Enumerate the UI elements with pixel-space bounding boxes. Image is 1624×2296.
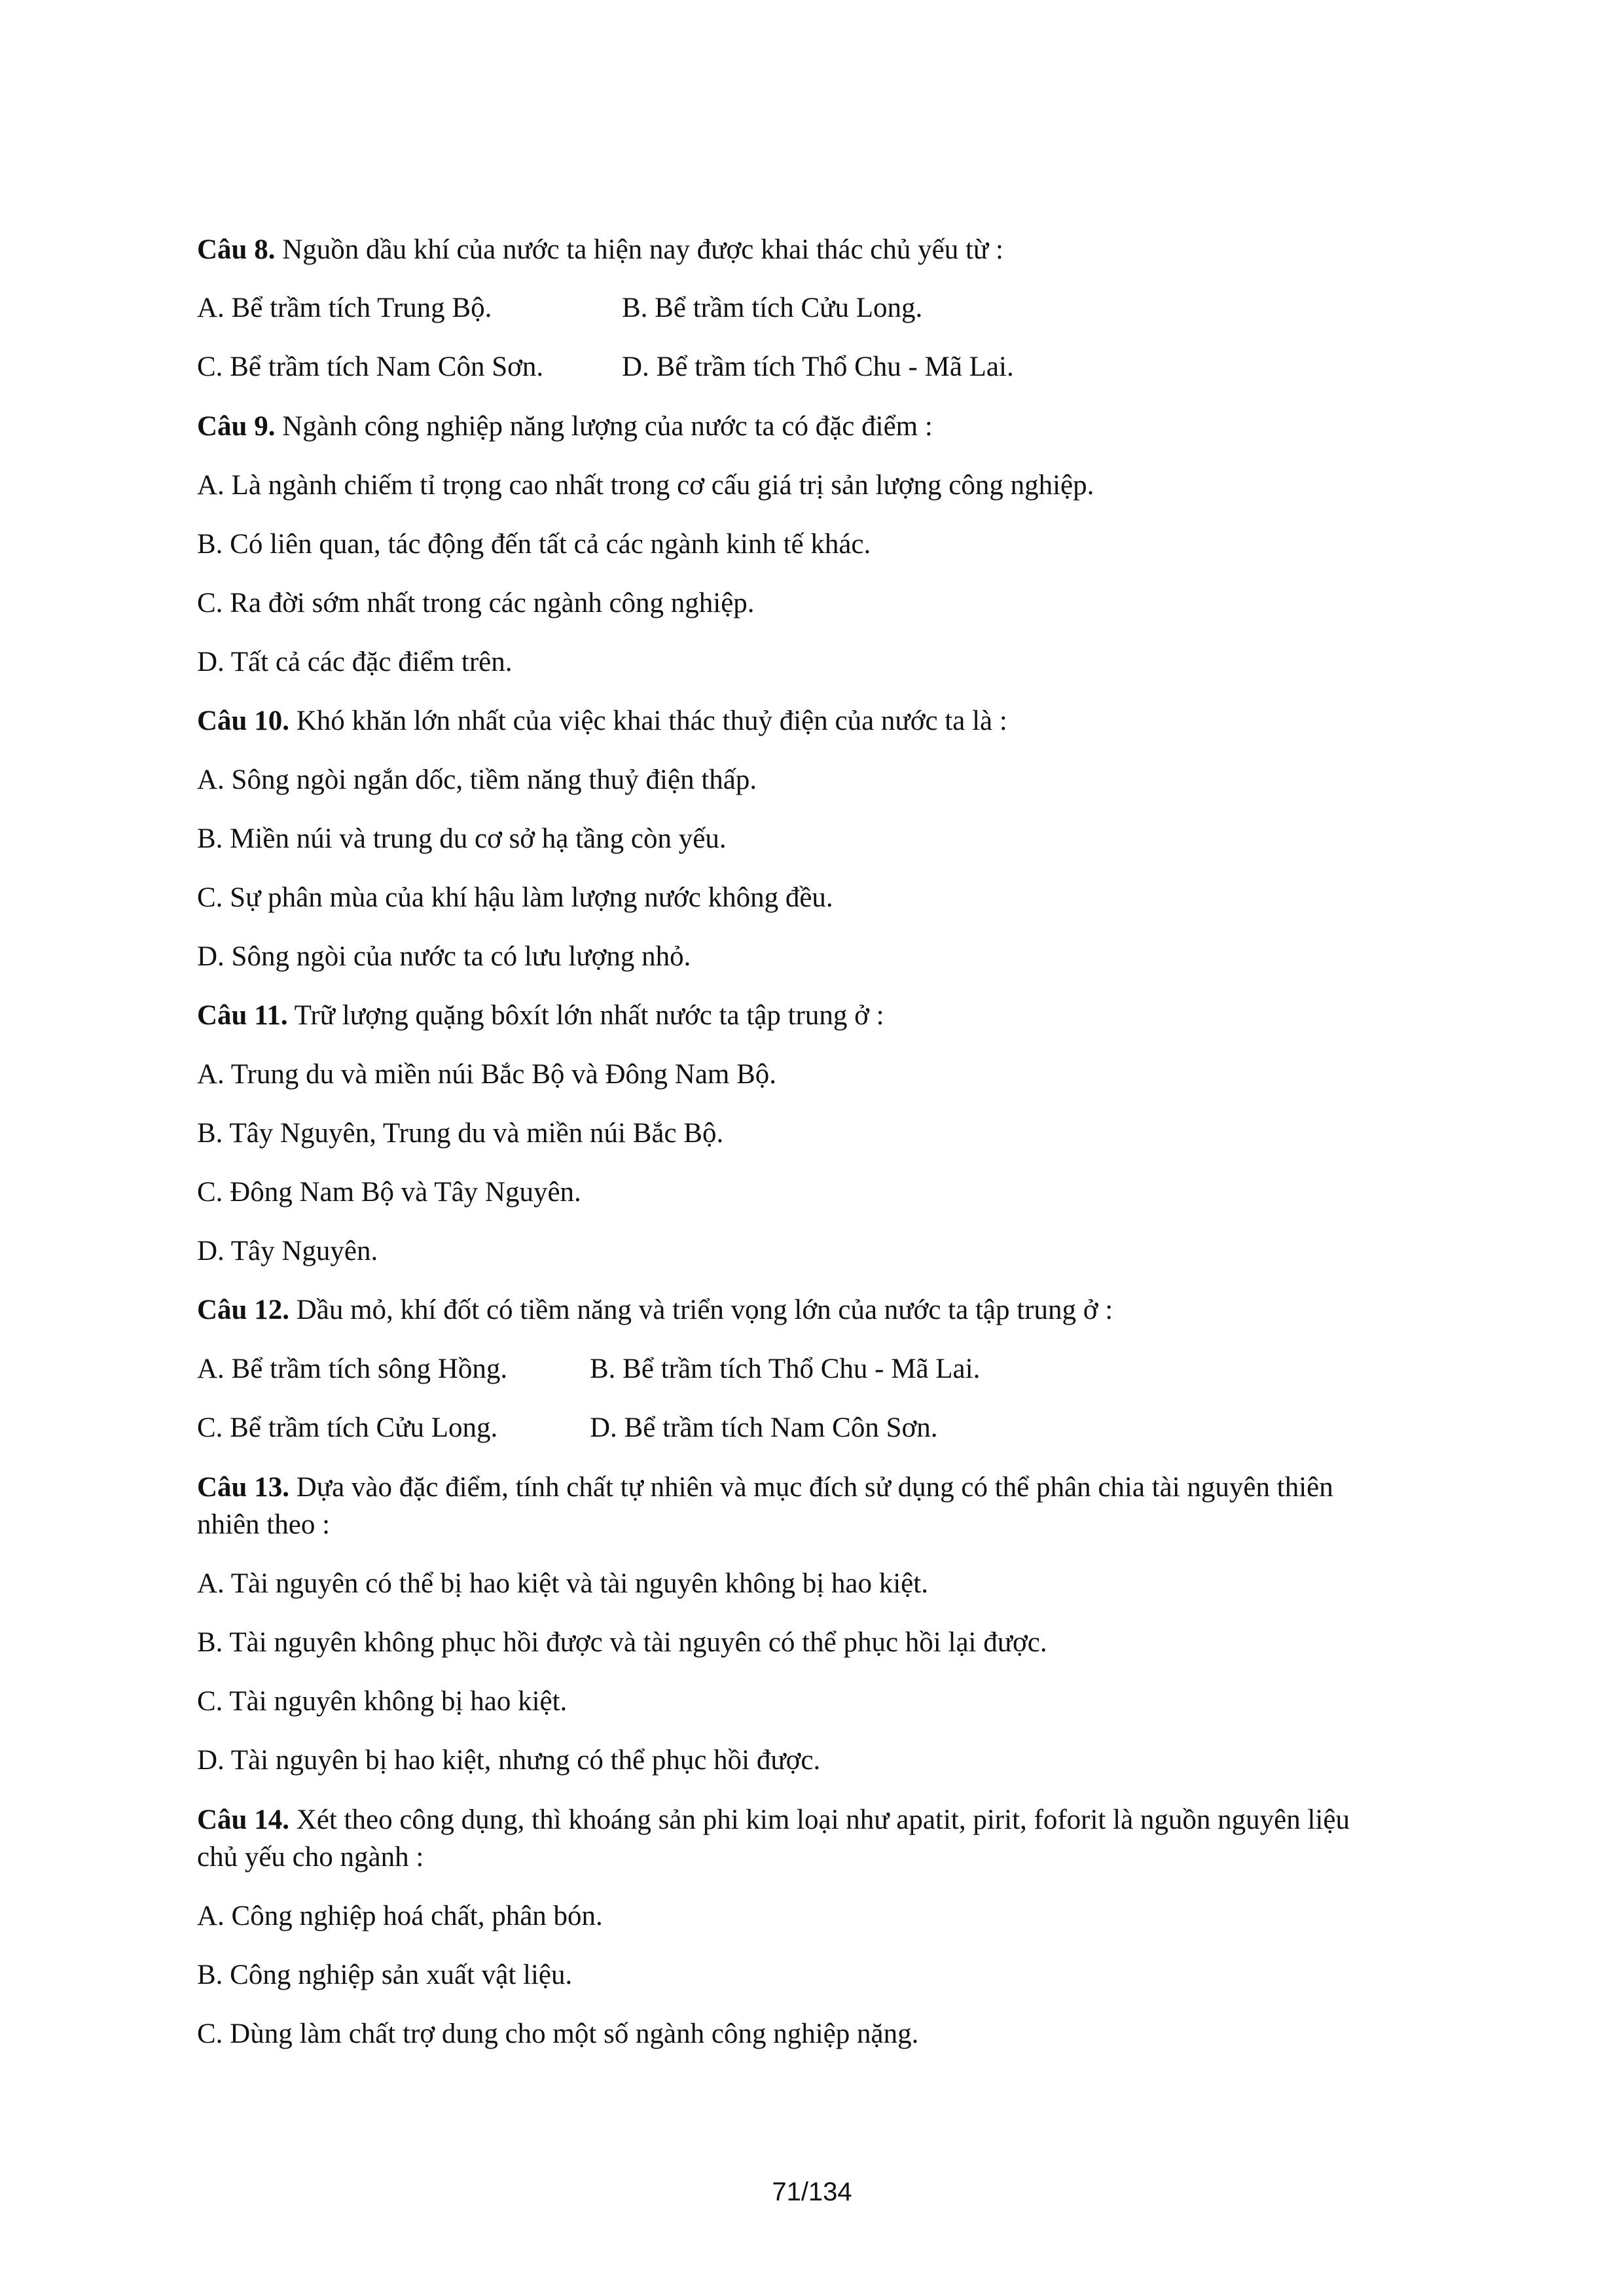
- option-c: C. Ra đời sớm nhất trong các ngành công nghiệp.: [197, 588, 755, 619]
- option-c: C. Bể trầm tích Nam Côn Sơn.: [197, 351, 544, 382]
- question-text: Khó khăn lớn nhất của việc khai thác thuỷ điện của nước ta là :: [296, 706, 1007, 736]
- option-c: C. Sự phân mùa của khí hậu làm lượng nước không đều.: [197, 882, 833, 913]
- question-11: [197, 997, 884, 1034]
- question-14: [197, 1802, 1350, 1839]
- option-d: D. Tây Nguyên.: [197, 1236, 378, 1266]
- option-a: A. Trung du và miền núi Bắc Bộ và Đông Nam Bộ.: [197, 1059, 777, 1090]
- question-number: Câu 11.: [197, 1000, 288, 1031]
- question-number: Câu 14.: [197, 1804, 289, 1835]
- question-text: Trữ lượng quặng bôxít lớn nhất nước ta tập trung ở :: [294, 1000, 884, 1031]
- option-d: D. Bể trầm tích Nam Côn Sơn.: [590, 1412, 938, 1443]
- question-number: Câu 9.: [197, 411, 276, 442]
- question-9: [197, 408, 933, 445]
- option-b: B. Miền núi và trung du cơ sở hạ tầng còn yếu.: [197, 823, 727, 854]
- question-13: [197, 1469, 1333, 1506]
- option-row: [197, 349, 1375, 386]
- option-d: D. Sông ngòi của nước ta có lưu lượng nhỏ.: [197, 941, 691, 972]
- question-number: Câu 10.: [197, 706, 289, 736]
- question-text: Dầu mỏ, khí đốt có tiềm năng và triển vọng lớn của nước ta tập trung ở :: [296, 1295, 1113, 1325]
- option-c: C. Tài nguyên không bị hao kiệt.: [197, 1686, 568, 1717]
- option-d: D. Tài nguyên bị hao kiệt, nhưng có thể phục hồi được.: [197, 1745, 821, 1776]
- question-number: Câu 8.: [197, 234, 276, 265]
- option-b: B. Tài nguyên không phục hồi được và tài nguyên có thể phục hồi lại được.: [197, 1627, 1047, 1658]
- option-b: B. Bể trầm tích Cửu Long.: [622, 293, 923, 323]
- option-d: D. Bể trầm tích Thổ Chu - Mã Lai.: [622, 351, 1014, 382]
- option-row: [197, 290, 1375, 327]
- option-b: B. Công nghiệp sản xuất vật liệu.: [197, 1960, 573, 1990]
- page-number: 71/134: [772, 2178, 852, 2206]
- question-number: Câu 12.: [197, 1295, 289, 1325]
- option-a: A. Tài nguyên có thể bị hao kiệt và tài nguyên không bị hao kiệt.: [197, 1568, 928, 1599]
- option-a: A. Sông ngòi ngắn dốc, tiềm năng thuỷ điện thấp.: [197, 764, 757, 795]
- option-b: B. Tây Nguyên, Trung du và miền núi Bắc Bộ.: [197, 1118, 724, 1149]
- question-text-continued: chủ yếu cho ngành :: [197, 1842, 424, 1873]
- option-row: [197, 1351, 1375, 1388]
- question-8: [197, 232, 1003, 268]
- question-10: [197, 703, 1007, 740]
- question-number: Câu 13.: [197, 1472, 289, 1503]
- option-a: A. Là ngành chiếm tỉ trọng cao nhất trong cơ cấu giá trị sản lượng công nghiệp.: [197, 470, 1094, 501]
- question-text: Dựa vào đặc điểm, tính chất tự nhiên và mục đích sử dụng có thể phân chia tài nguyên thiên: [296, 1472, 1333, 1503]
- option-a: A. Bể trầm tích sông Hồng.: [197, 1354, 508, 1384]
- question-12: [197, 1292, 1113, 1329]
- question-text: Xét theo công dụng, thì khoáng sản phi kim loại như apatit, pirit, foforit là nguồn nguyên liệu: [296, 1804, 1350, 1835]
- option-b: B. Bể trầm tích Thổ Chu - Mã Lai.: [590, 1354, 981, 1384]
- option-c: C. Bể trầm tích Cửu Long.: [197, 1412, 498, 1443]
- question-text: Nguồn dầu khí của nước ta hiện nay được khai thác chủ yếu từ :: [282, 234, 1003, 265]
- option-b: B. Có liên quan, tác động đến tất cả các ngành kinh tế khác.: [197, 529, 871, 560]
- question-text: Ngành công nghiệp năng lượng của nước ta có đặc điểm :: [282, 411, 933, 442]
- option-a: A. Bể trầm tích Trung Bộ.: [197, 293, 492, 323]
- option-c: C. Đông Nam Bộ và Tây Nguyên.: [197, 1177, 581, 1208]
- option-c: C. Dùng làm chất trợ dung cho một số ngành công nghiệp nặng.: [197, 2018, 919, 2049]
- question-text-continued: nhiên theo :: [197, 1509, 331, 1540]
- option-a: A. Công nghiệp hoá chất, phân bón.: [197, 1901, 603, 1931]
- option-d: D. Tất cả các đặc điểm trên.: [197, 647, 513, 677]
- option-row: [197, 1410, 1375, 1446]
